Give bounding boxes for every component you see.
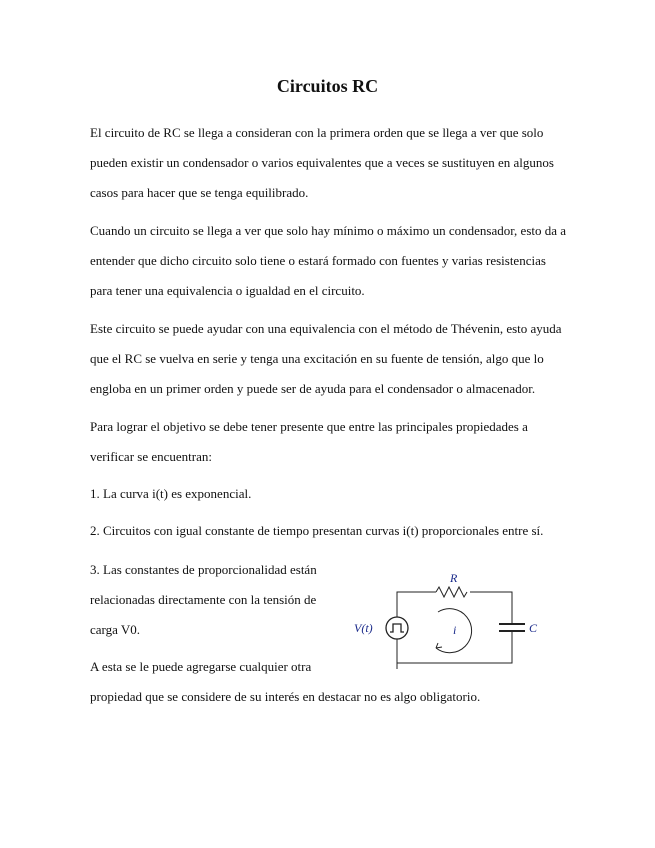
resistor-label: R <box>450 571 458 585</box>
paragraph-line: Para lograr el objetivo se debe tener presente que entre las principales propiedades a <box>90 419 528 434</box>
resistor-symbol <box>436 587 467 597</box>
paragraph-line: pueden existir un condensador o varios equivalentes que a veces se sustituyen en algunos <box>90 155 554 170</box>
voltage-source-symbol <box>386 617 408 639</box>
paragraph-line: entender que dicho circuito solo tiene o estará formado con fuentes y varias resistencias <box>90 253 546 268</box>
paragraph-line: Cuando un circuito se llega a ver que solo hay mínimo o máximo un condensador, esto da a <box>90 223 567 238</box>
capacitor-symbol <box>499 624 525 631</box>
page-title: Circuitos RC <box>276 76 379 96</box>
list-item: 1. La curva i(t) es exponencial. <box>90 486 252 501</box>
list-item: carga V0. <box>90 622 141 637</box>
paragraph-line: casos para hacer que se tenga equilibrado. <box>90 185 309 200</box>
list-item: 3. Las constantes de proporcionalidad están <box>90 562 317 577</box>
source-label: V(t) <box>354 621 373 635</box>
paragraph-line: engloba en un primer orden y puede ser de ayuda para el condensador o almacenador. <box>90 381 536 396</box>
paragraph-line: Este circuito se puede ayudar con una equivalencia con el método de Thévenin, esto ayuda <box>90 321 562 336</box>
current-label: i <box>453 623 457 637</box>
list-item: 2. Circuitos con igual constante de tiempo presentan curvas i(t) proporcionales entre sí. <box>90 523 544 538</box>
paragraph-line: A esta se le puede agregarse cualquier otra <box>90 659 312 674</box>
pulse-icon <box>390 624 404 632</box>
paragraph-line: propiedad que se considere de su interés en destacar no es algo obligatorio. <box>90 689 481 704</box>
paragraph-line: El circuito de RC se llega a consideran con la primera orden que se llega a ver que solo <box>90 125 544 140</box>
paragraph-line: verificar se encuentran: <box>90 449 212 464</box>
paragraph-line: para tener una equivalencia o igualdad en el circuito. <box>90 283 365 298</box>
capacitor-label: C <box>529 621 538 635</box>
list-item: relacionadas directamente con la tensión de <box>90 592 317 607</box>
paragraph-line: que el RC se vuelva en serie y tenga una excitación en su fuente de tensión, algo que lo <box>90 351 544 366</box>
